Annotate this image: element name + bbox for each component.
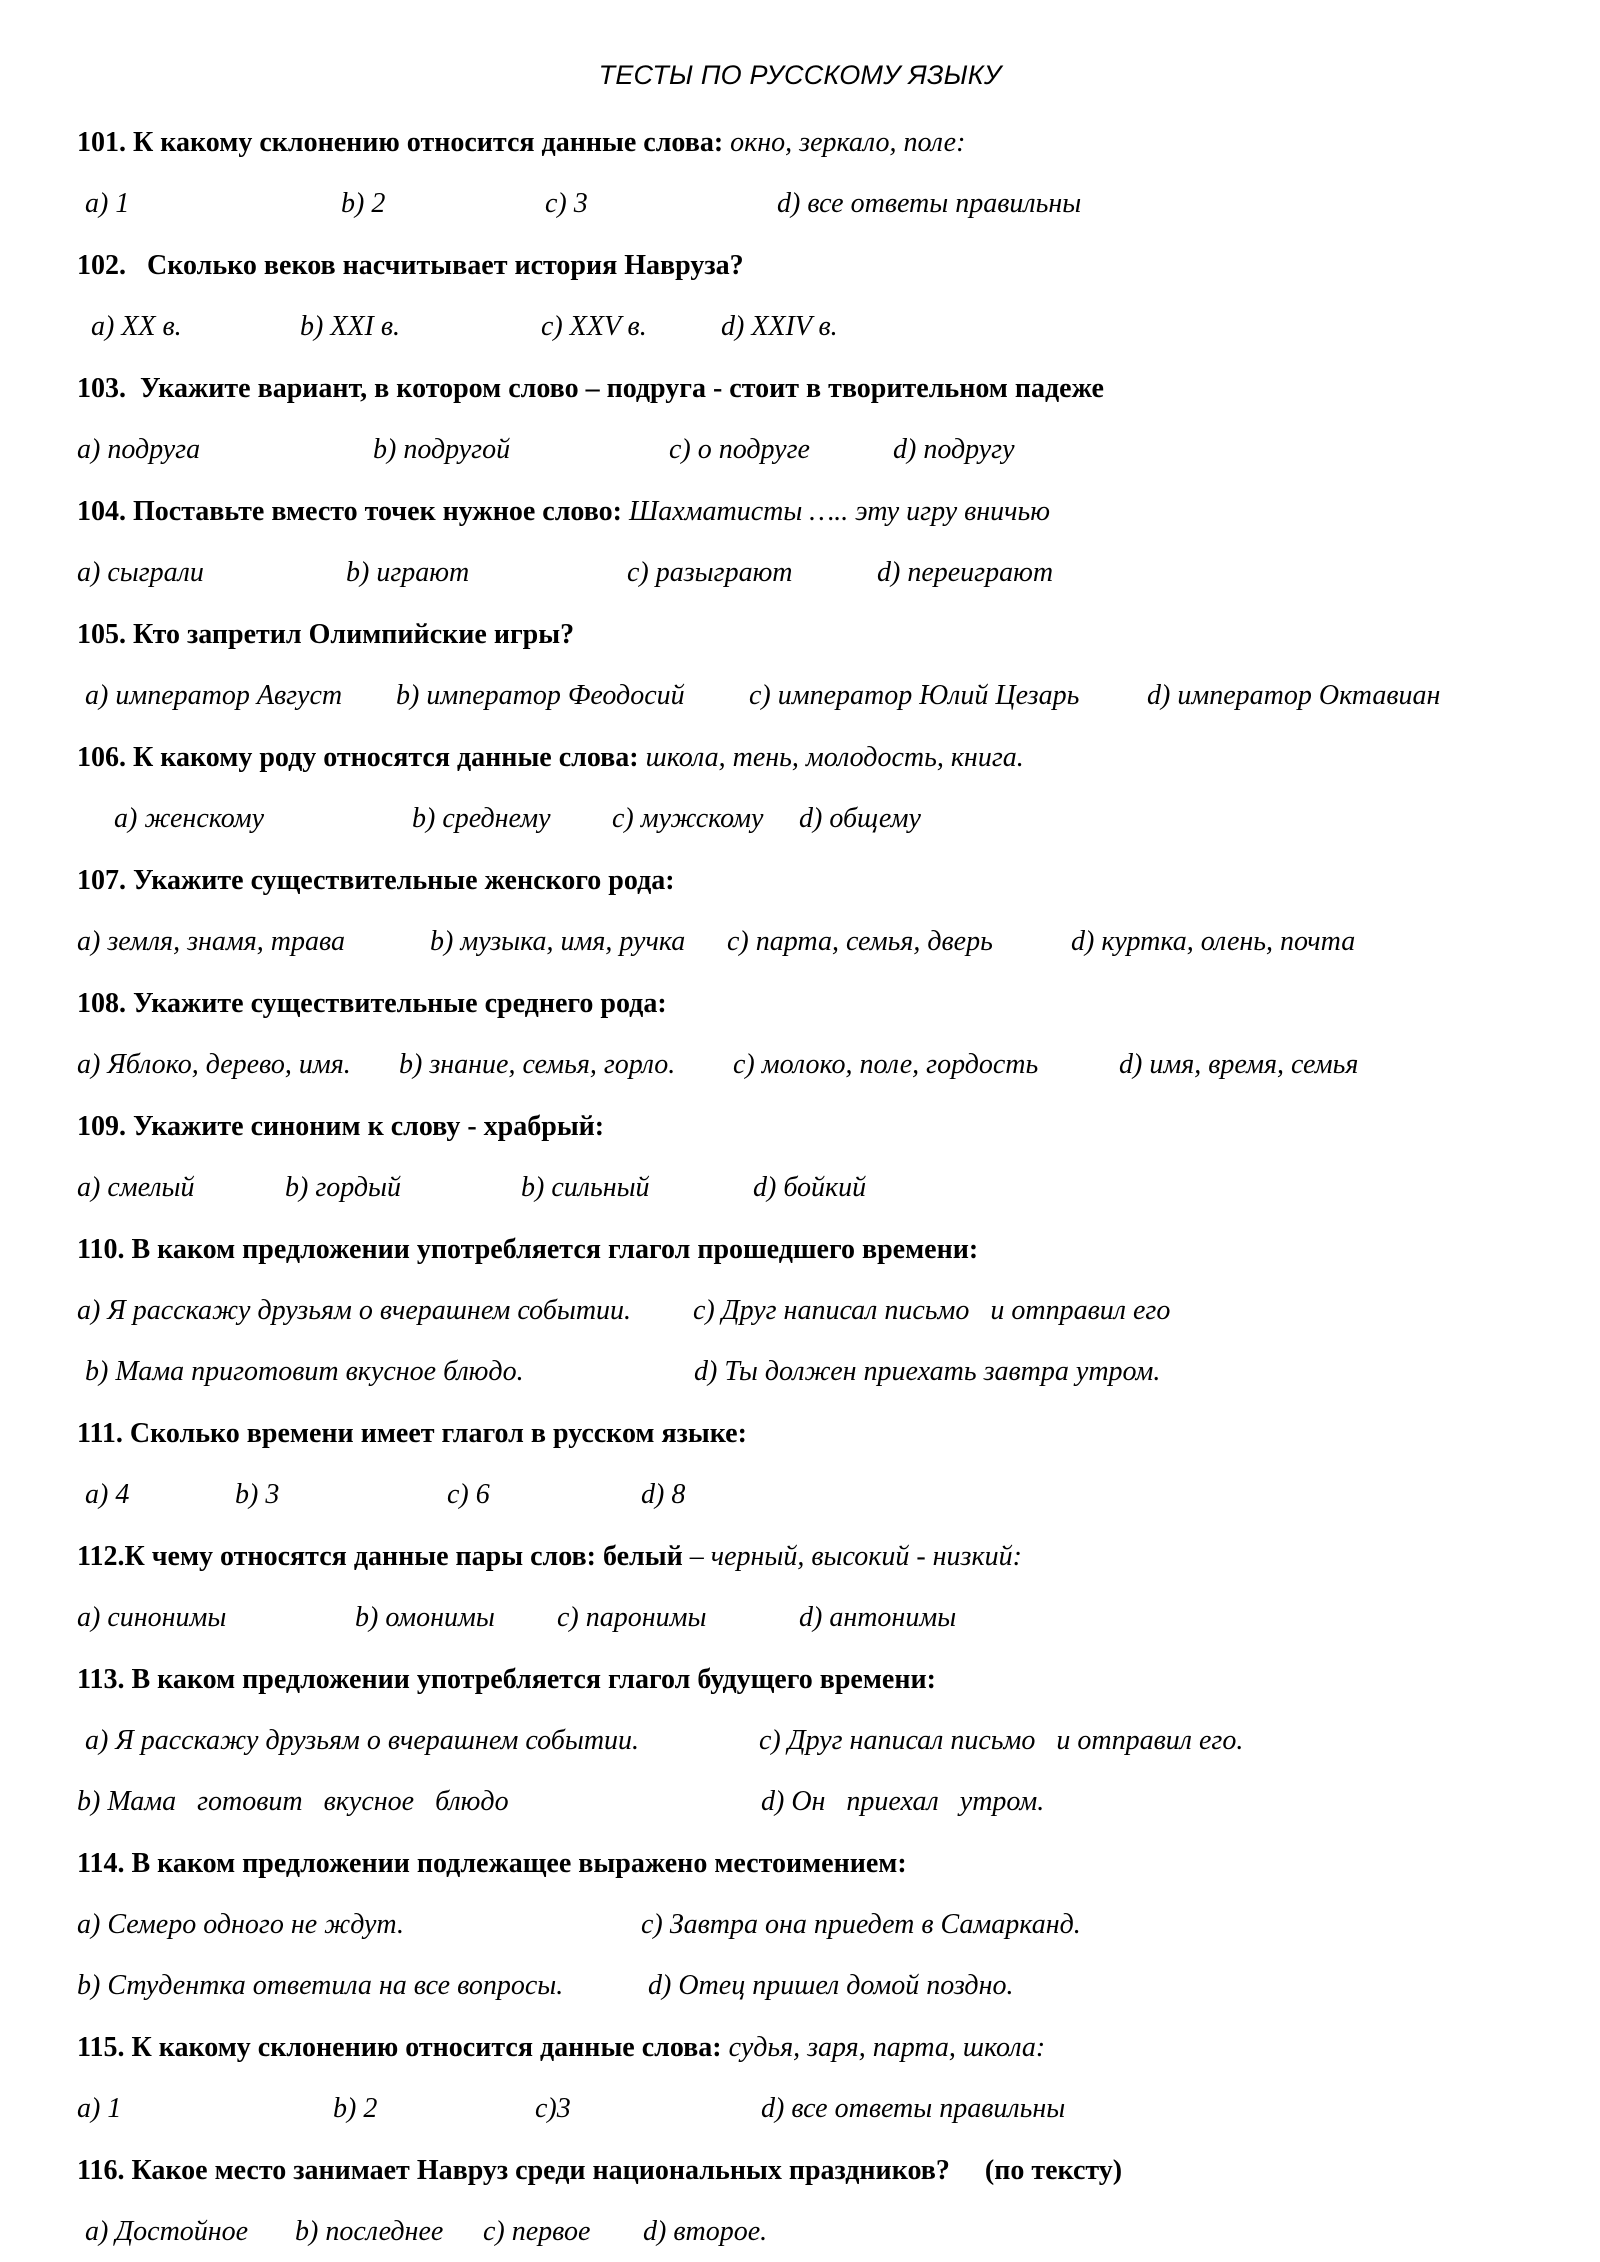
question-text: 106. К какому роду относятся данные слова: [77,742,639,773]
answer-option: d) все ответы правильны [761,2093,1066,2124]
answer-option: a) 1 [85,188,130,219]
answer-option: b) сильный [521,1172,650,1203]
answer-option: d) XXIV в. [721,311,838,342]
question-words: окно, зеркало, поле: [723,127,966,158]
question-110 [77,1234,978,1266]
answer-option: c) Друг написал письмо и отправил его. [759,1725,1244,1756]
answer-option: b) 2 [333,2093,378,2124]
answer-option: a) Я расскажу друзьям о вчерашнем событии. [77,1295,632,1326]
answer-option: a) Я расскажу друзьям о вчерашнем событии. [85,1725,640,1756]
answer-option: c) первое [483,2216,591,2247]
answer-option: b) император Феодосий [396,680,685,711]
answer-option: c) паронимы [557,1602,707,1633]
question-text: 108. Укажите существительные среднего рода: [77,988,667,1019]
question-114 [77,1848,907,1880]
question-106 [77,742,1024,774]
answer-option: a) женскому [114,803,265,834]
question-text: 111. Сколько времени имеет глагол в русском языке: [77,1418,747,1449]
answer-option: a) 4 [85,1479,130,1510]
answer-option: d) император Октавиан [1147,680,1441,711]
question-109 [77,1111,604,1143]
answer-option: d) антонимы [799,1602,957,1633]
question-text: 103. Укажите вариант, в котором слово – подруга - стоит в творительном падеже [77,373,1104,404]
answer-option: c) парта, семья, дверь [727,926,993,957]
answer-option: b) Студентка ответила на все вопросы. [77,1970,564,2001]
question-text: 114. В каком предложении подлежащее выражено местоимением: [77,1848,907,1879]
answer-option: a) синонимы [77,1602,227,1633]
question-text: 110. В каком предложении употребляется глагол прошедшего времени: [77,1234,979,1265]
question-text: 104. Поставьте вместо точек нужное слово: [77,496,622,527]
answer-option: d) 8 [641,1479,686,1510]
answer-option: d) общему [799,803,921,834]
question-text: 116. Какое место занимает Навруз среди национальных праздников? (по тексту) [77,2155,1123,2186]
question-103 [77,373,1104,405]
answer-option: b) играют [346,557,470,588]
question-102 [77,250,744,282]
answer-option: a) подруга [77,434,201,465]
question-107 [77,865,675,897]
question-text: 105. Кто запретил Олимпийские игры? [77,619,575,650]
answer-option: a) Семеро одного не ждут. [77,1909,404,1940]
answer-option: d) имя, время, семья [1119,1049,1359,1080]
question-text: 113. В каком предложении употребляется глагол будущего времени: [77,1664,936,1695]
question-116 [77,2155,1122,2187]
answer-option: b) среднему [412,803,551,834]
question-111 [77,1418,747,1450]
question-112 [77,1541,1022,1573]
question-101 [77,127,965,159]
answer-option: b) знание, семья, горло. [399,1049,676,1080]
question-113 [77,1664,936,1696]
question-text: 107. Укажите существительные женского рода: [77,865,675,896]
answer-option: b) последнее [295,2216,444,2247]
question-115 [77,2032,1045,2064]
answer-option: c) 6 [447,1479,490,1510]
answer-option: d) все ответы правильны [777,188,1082,219]
question-words: – черный, высокий - низкий: [682,1541,1022,1572]
question-108 [77,988,667,1020]
answer-option: b) гордый [285,1172,402,1203]
answer-option: c) разыграют [627,557,793,588]
answer-option: d) Ты должен приехать завтра утром. [694,1356,1161,1387]
answer-option: c) XXV в. [541,311,647,342]
answer-option: d) переиграют [877,557,1054,588]
answer-option: b) XXI в. [300,311,401,342]
answer-option: d) куртка, олень, почта [1071,926,1356,957]
answer-option: a) сыграли [77,557,204,588]
question-104 [77,496,1050,528]
question-words: Шахматисты ….. эту игру вничью [621,496,1051,527]
answer-option: d) второе. [643,2216,768,2247]
answer-option: d) Он приехал утром. [761,1786,1045,1817]
answer-option: c) Завтра она приедет в Самарканд. [641,1909,1081,1940]
question-text: 115. К какому склонению относится данные слова: [77,2032,722,2063]
answer-option: b) музыка, имя, ручка [430,926,686,957]
question-words: судья, заря, парта, школа: [721,2032,1046,2063]
answer-option: b) Мама приготовит вкусное блюдо. [85,1356,524,1387]
question-words: школа, тень, молодость, книга. [638,742,1024,773]
answer-option: a) XX в. [91,311,182,342]
question-text: 109. Укажите синоним к слову - храбрый: [77,1111,605,1142]
answer-option: a) смелый [77,1172,195,1203]
question-105 [77,619,574,651]
answer-option: a) император Август [85,680,343,711]
answer-option: b) подругой [373,434,511,465]
question-text: 112.К чему относятся данные пары слов: белый [77,1541,683,1572]
answer-option: b) 2 [341,188,386,219]
answer-option: d) бойкий [753,1172,867,1203]
page-title: ТЕСТЫ ПО РУССКОМУ ЯЗЫКУ [598,60,1002,90]
answer-option: c) Друг написал письмо и отправил его [693,1295,1171,1326]
question-text: 101. К какому склонению относится данные слова: [77,127,724,158]
answer-option: b) Мама готовит вкусное блюдо [77,1786,509,1817]
answer-option: a) 1 [77,2093,122,2124]
answer-option: c) о подруге [669,434,810,465]
answer-option: c) молоко, поле, гордость [733,1049,1039,1080]
answer-option: d) Отец пришел домой поздно. [648,1970,1014,2001]
answer-option: c) мужскому [612,803,764,834]
answer-option: c)3 [535,2093,571,2124]
answer-option: d) подругу [893,434,1015,465]
answer-option: a) Достойное [85,2216,249,2247]
answer-option: a) земля, знамя, трава [77,926,345,957]
answer-option: c) 3 [545,188,588,219]
question-text: 102. Сколько веков насчитывает история Навруза? [77,250,744,281]
answer-option: c) император Юлий Цезарь [749,680,1080,711]
answer-option: b) омонимы [355,1602,495,1633]
answer-option: a) Яблоко, дерево, имя. [77,1049,351,1080]
answer-option: b) 3 [235,1479,280,1510]
